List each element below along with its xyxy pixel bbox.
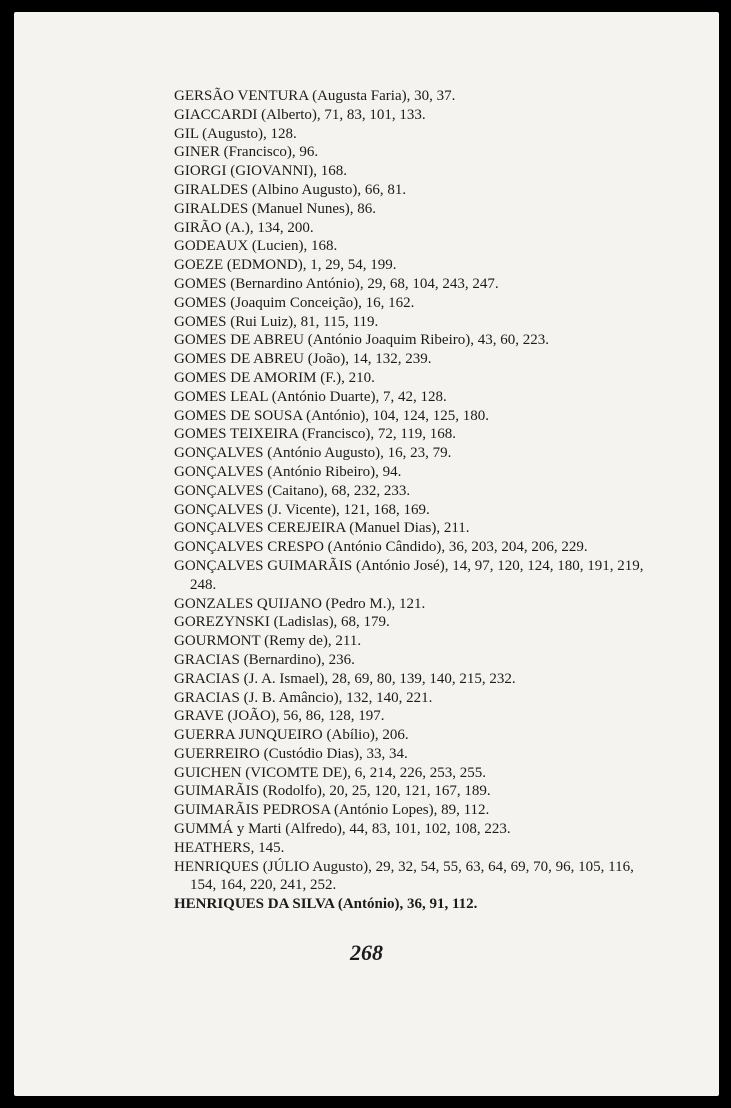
index-entry: GUERRA JUNQUEIRO (Abílio), 206. (174, 727, 409, 744)
index-entry: GONÇALVES (J. Vicente), 121, 168, 169. (174, 501, 430, 518)
index-entry: GUICHEN (VICOMTE DE), 6, 214, 226, 253, 255. (174, 764, 487, 781)
index-entry: GIRALDES (Albino Augusto), 66, 81. (174, 181, 407, 198)
index-entry: GONÇALVES CRESPO (António Cândido), 36, 203, 204, 206, 229. (174, 539, 588, 556)
index-entry: HEATHERS, 145. (174, 839, 285, 856)
index-entry: HENRIQUES (JÚLIO Augusto), 29, 32, 54, 55, 63, 64, 69, 70, 96, 105, 116, 154, 164, 220, 241, 252. (174, 858, 634, 894)
index-entry: GUIMARÃIS (Rodolfo), 20, 25, 120, 121, 167, 189. (174, 783, 491, 800)
index-entry: GONÇALVES CEREJEIRA (Manuel Dias), 211. (174, 520, 470, 537)
index-entry: GONÇALVES (António Augusto), 16, 23, 79. (174, 445, 452, 462)
index-entry: GUERREIRO (Custódio Dias), 33, 34. (174, 745, 408, 762)
index-entry: GIORGI (GIOVANNI), 168. (174, 163, 348, 180)
index-entry: GIRÃO (A.), 134, 200. (174, 219, 314, 236)
index-entry: GOMES TEIXEIRA (Francisco), 72, 119, 168. (174, 426, 457, 443)
index-entry: GIL (Augusto), 128. (174, 125, 297, 142)
index-entry: GOMES (Joaquim Conceição), 16, 162. (174, 294, 415, 311)
index-entry: GIRALDES (Manuel Nunes), 86. (174, 200, 377, 217)
index-entry: GOREZYNSKI (Ladislas), 68, 179. (174, 614, 390, 631)
index-entry: GOMES LEAL (António Duarte), 7, 42, 128. (174, 388, 447, 405)
index-entry: HENRIQUES DA SILVA (António), 36, 91, 112. (174, 896, 478, 913)
index-entry-list (174, 87, 654, 914)
index-entry: GUMMÁ y Marti (Alfredo), 44, 83, 101, 102, 108, 223. (174, 821, 511, 838)
index-entry: GONÇALVES (António Ribeiro), 94. (174, 463, 402, 480)
index-entry: GONZALES QUIJANO (Pedro M.), 121. (174, 595, 426, 612)
index-entry: GOMES DE ABREU (João), 14, 132, 239. (174, 351, 432, 368)
index-entry: GOMES (Rui Luiz), 81, 115, 119. (174, 313, 379, 330)
index-entry: GRAVE (JOÃO), 56, 86, 128, 197. (174, 708, 385, 725)
index-entry: GODEAUX (Lucien), 168. (174, 238, 338, 255)
index-entry: GOMES DE ABREU (António Joaquim Ribeiro), 43, 60, 223. (174, 332, 549, 349)
index-entry: GONÇALVES GUIMARÃIS (António José), 14, 97, 120, 124, 180, 191, 219, 248. (174, 557, 644, 593)
index-entry: GONÇALVES (Caitano), 68, 232, 233. (174, 482, 411, 499)
index-entry: GRACIAS (Bernardino), 236. (174, 651, 355, 668)
index-entry: GERSÃO VENTURA (Augusta Faria), 30, 37. (174, 88, 456, 104)
book-page (14, 12, 719, 1096)
index-entry: GUIMARÃIS PEDROSA (António Lopes), 89, 112. (174, 802, 490, 819)
index-entry: GOURMONT (Remy de), 211. (174, 633, 362, 650)
index-entry: GINER (Francisco), 96. (174, 144, 319, 161)
index-entry: GOMES (Bernardino António), 29, 68, 104, 243, 247. (174, 275, 499, 292)
page-number: 268 (350, 940, 383, 965)
index-entry: GOEZE (EDMOND), 1, 29, 54, 199. (174, 257, 397, 274)
index-entry: GOMES DE AMORIM (F.), 210. (174, 369, 375, 386)
index-entry: GOMES DE SOUSA (António), 104, 124, 125, 180. (174, 407, 490, 424)
index-entry: GRACIAS (J. A. Ismael), 28, 69, 80, 139, 140, 215, 232. (174, 670, 516, 687)
index-entry: GIACCARDI (Alberto), 71, 83, 101, 133. (174, 106, 426, 123)
index-entry: GRACIAS (J. B. Amâncio), 132, 140, 221. (174, 689, 433, 706)
